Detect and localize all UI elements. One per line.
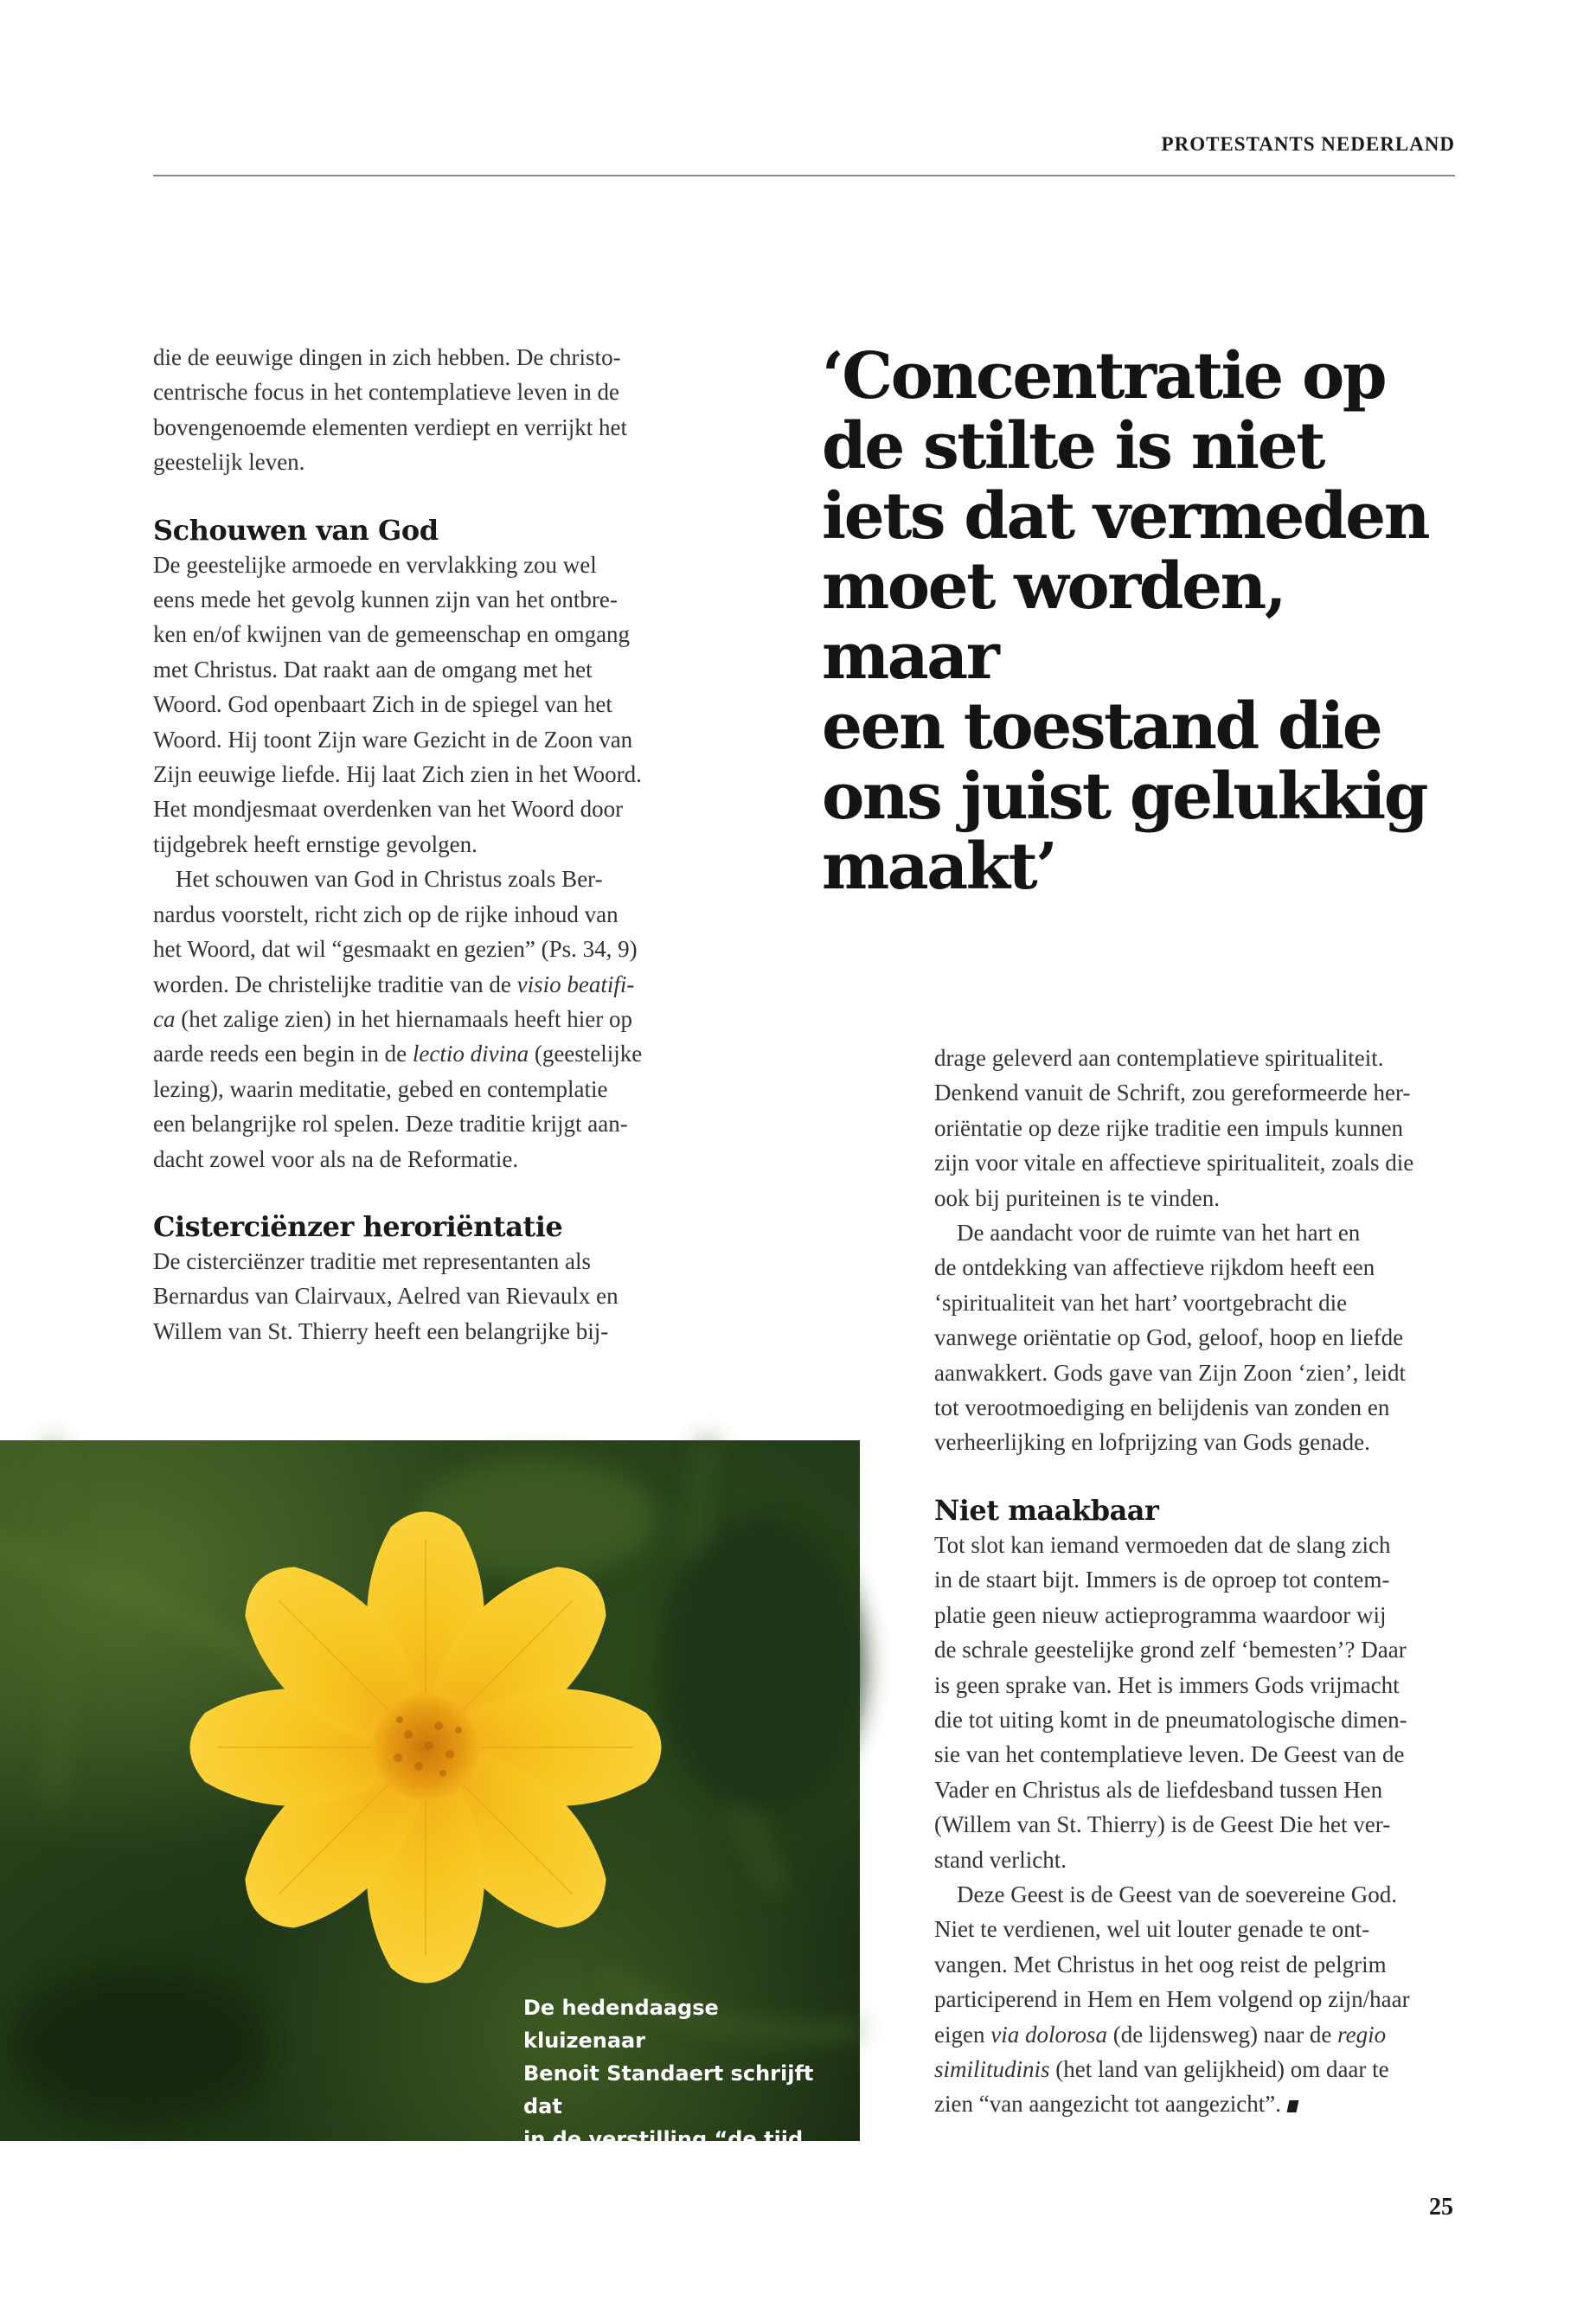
section-1-paragraph-2: Het schouwen van God in Christus zoals Ber- nardus voorstelt, richt zich op de rijke inhoud van het Woord, dat wil “gesmaakt en gezien” (Ps. 34, 9) worden. De christelijke traditie van de visio beatifi- ca (het zalige zien) in het hiernamaals heeft hier op aarde reeds een begin in de lectio divina (geestelijke lezing), waarin meditatie, gebed en contemplatie een belangrijke rol spelen. Deze traditie krijgt aan- dacht zowel voor als na de Reformatie. <box>153 866 643 1172</box>
heading-schouwen-van-god: Schouwen van God <box>153 513 439 547</box>
page-number: 25 <box>1429 2194 1453 2221</box>
flower-petals <box>190 1512 662 1984</box>
publication-name: PROTESTANTS NEDERLAND <box>1161 133 1455 155</box>
right-paragraph-3: Tot slot kan iemand vermoeden dat de slang zich in de staart bijt. Immers is de oproep tot contem- platie geen nieuw actieprogramma waardoor wij de schrale geestelijke grond zelf ‘bemesten’? Daar is geen sprake van. Het is immers Gods vrijmacht die tot uiting komt in de pneumatologische dimen- sie van het contemplatieve leven. De Geest van de Vader en Christus als de liefdesband tussen Hen (Willem van St. Thierry) is de Geest Die het ver- stand verlicht. <box>934 1531 1407 1873</box>
section-2-paragraph-1: De cisterciënzer traditie met representanten als Bernardus van Clairvaux, Aelred van Rievaulx en Willem van St. Thierry heeft een belangrijke bij- <box>153 1247 619 1344</box>
right-paragraph-4: Deze Geest is de Geest van de soevereine God. Niet te verdienen, wel uit louter genade te ont- vangen. Met Christus in het oog reist de pelgrim participerend in Hem en Hem volgend op zijn/haar eigen via dolorosa (de lijdensweg) naar de regio similitudinis (het land van gelijkheid) om daar te zien “van aangezicht tot aangezicht”. <box>934 1881 1410 2118</box>
intro-paragraph: die de eeuwige dingen in zich hebben. De christo- centrische focus in het contemplatieve leven in de bovengenoemde elementen verdiept en verrijkt het geestelijk leven. <box>153 344 628 476</box>
right-paragraph-1: drage geleverd aan contemplatieve spiritualiteit. Denkend vanuit de Schrift, zou gereformeerde her- oriëntatie op deze rijke traditie een impuls kunnen zijn voor vitale en affectieve spiritualiteit, zoals die ook bij puriteinen is te vinden. <box>934 1045 1414 1211</box>
right-paragraph-2: De aandacht voor de ruimte van het hart en de ontdekking van affectieve rijkdom heeft een ‘spiritualiteit van het hart’ voortgebracht die vanwege oriëntatie op God, geloof, hoop en liefde aanwakkert. Gods gave van Zijn Zoon ‘zien’, leidt tot verootmoediging en belijdenis van zonden en verheerlijking en lofprijzing van Gods genade. <box>934 1220 1407 1456</box>
right-column <box>934 1041 1471 2122</box>
running-header <box>153 130 1455 176</box>
flower-photo <box>0 1440 860 2217</box>
photo-caption: De hedendaagse kluizenaar Benoit Standaert schrijft dat in de verstilling “de tijd open- valt als een bloem.” <box>523 1996 814 2217</box>
pull-quote: ‘Concentratie op de stilte is niet iets dat vermeden moet worden, maar een toestand die ons juist gelukkig maakt’ <box>822 339 1429 904</box>
heading-cisterciener-herorientatie: Cisterciënzer heroriëntatie <box>153 1209 563 1243</box>
heading-niet-maakbaar: Niet maakbaar <box>934 1493 1159 1527</box>
end-of-article-mark <box>1287 2100 1299 2112</box>
section-1-paragraph-1: De geestelijke armoede en vervlakking zou wel eens mede het gevolg kunnen zijn van het ontbre- ken en/of kwijnen van de gemeenschap en omgang met Christus. Dat raakt aan de omgang met het Woord. God openbaart Zich in de spiegel van het Woord. Hij toont Zijn ware Gezicht in de Zoon van Zijn eeuwige liefde. Hij laat Zich zien in het Woord. Het mondjesmaat overdenken van het Woord door tijdgebrek heeft ernstige gevolgen. <box>153 551 642 857</box>
left-column <box>153 340 707 1349</box>
